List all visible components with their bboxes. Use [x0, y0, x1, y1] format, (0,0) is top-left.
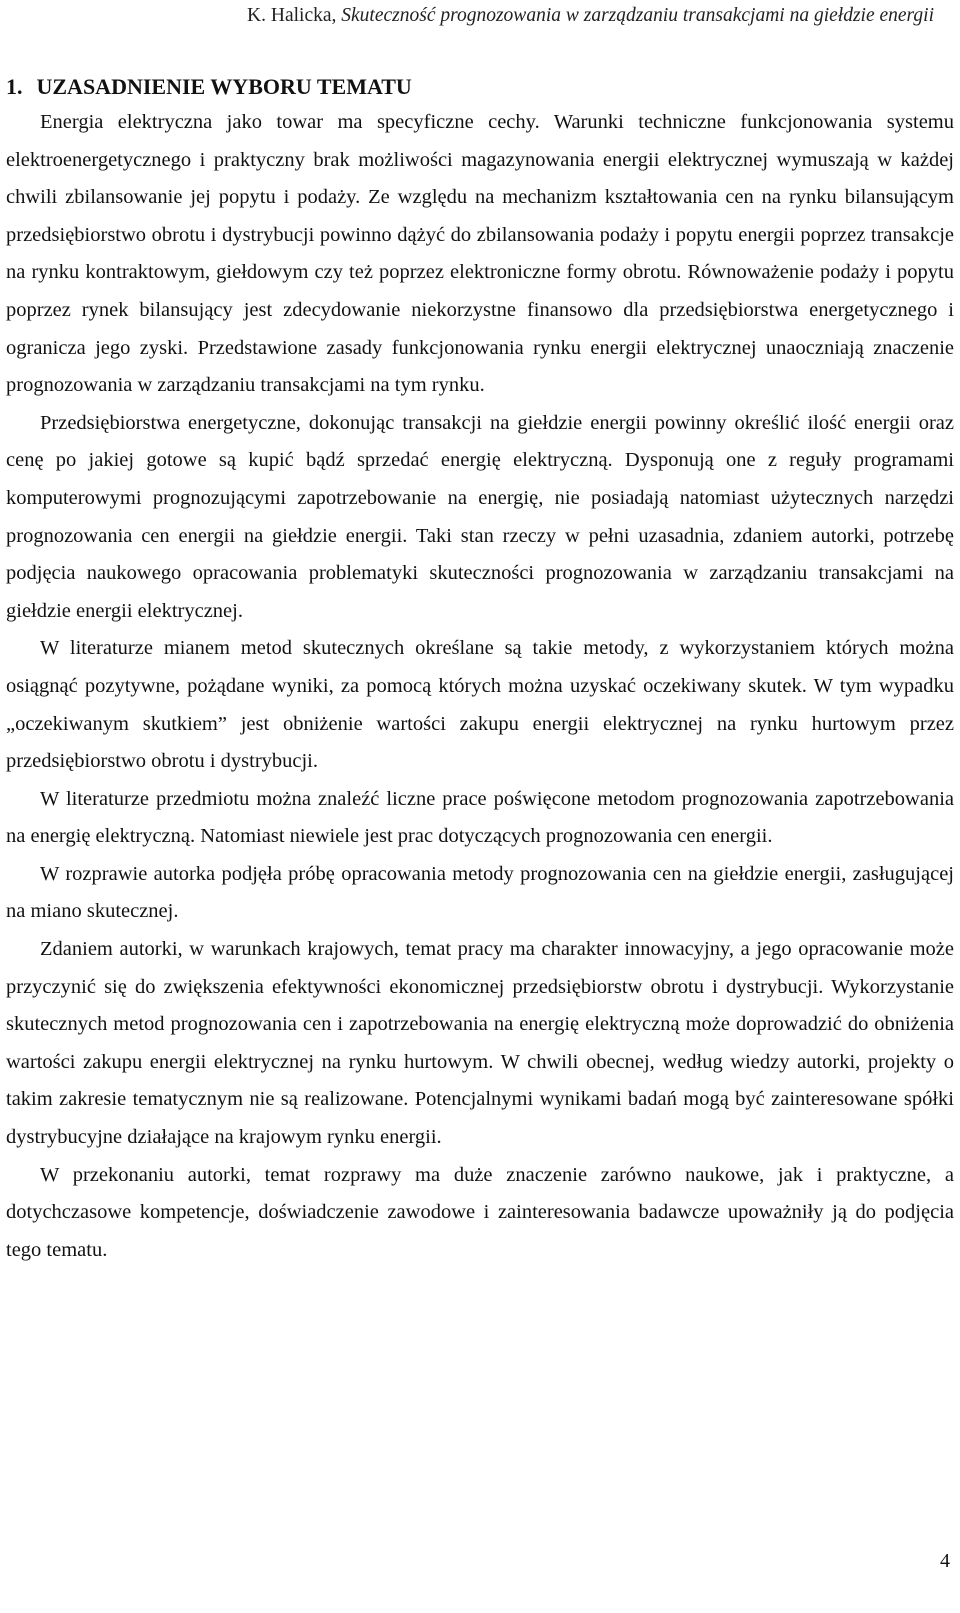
paragraph-7: W przekonaniu autorki, temat rozprawy ma duże znaczenie zarówno naukowe, jak i praktyczne, a dotychczasowe kompetencje, doświadczenie zawodowe i zainteresowania badawcze upoważniły ją do podjęcia tego tematu. [6, 1163, 954, 1261]
paragraph-5: W rozprawie autorka podjęła próbę opracowania metody prognozowania cen na giełdzie energii, zasługującej na miano skutecznej. [6, 862, 954, 923]
running-header [80, 4, 934, 28]
section-title: UZASADNIENIE WYBORU TEMATU [36, 74, 412, 99]
section-heading [6, 73, 412, 101]
paragraph-1: Energia elektryczna jako towar ma specyficzne cechy. Warunki techniczne funkcjonowania systemu elektroenergetycznego i praktyczny brak możliwości magazynowania energii elektrycznej wymuszają w każdej chwili zbilansowanie jej popytu i podaży. Ze względu na mechanizm kształtowania cen na rynku bilansującym przedsiębiorstwo obrotu i dystrybucji powinno dążyć do zbilansowania podaży i popytu energii poprzez transakcje na rynku kontraktowym, giełdowym czy też poprzez elektroniczne formy obrotu. Równoważenie podaży i popytu poprzez rynek bilansujący jest zdecydowanie niekorzystne finansowo dla przedsiębiorstwa energetycznego i ogranicza jego zyski. Przedstawione zasady funkcjonowania rynku energii elektrycznej unaoczniają znaczenie prognozowania w zarządzaniu transakcjami na tym rynku. [6, 111, 954, 397]
paragraph-2: Przedsiębiorstwa energetyczne, dokonując transakcji na giełdzie energii powinny określić ilość energii oraz cenę po jakiej gotowe są kupić bądź sprzedać energię elektryczną. Dysponują one z reguły programami komputerowymi prognozującymi zapotrzebowanie na energię, nie posiadają natomiast użytecznych narzędzi prognozowania cen energii na giełdzie energii. Taki stan rzeczy w pełni uzasadnia, zdaniem autorki, potrzebę podjęcia naukowego opracowania problematyki skuteczności prognozowania w zarządzaniu transakcjami na giełdzie energii elektrycznej. [6, 411, 954, 622]
section-number: 1. [6, 74, 23, 99]
header-title: Skuteczność prognozowania w zarządzaniu transakcjami na giełdzie energii [341, 5, 934, 26]
paragraph-4: W literaturze przedmiotu można znaleźć liczne prace poświęcone metodom prognozowania zapotrzebowania na energię elektryczną. Natomiast niewiele jest prac dotyczących prognozowania cen energii. [6, 787, 954, 848]
header-author: K. Halicka, [247, 5, 337, 26]
body-text [6, 104, 954, 1269]
paragraph-3: W literaturze mianem metod skutecznych określane są takie metody, z wykorzystaniem których można osiągnąć pozytywne, pożądane wyniki, za pomocą których można uzyskać oczekiwany skutek. W tym wypadku „oczekiwanym skutkiem” jest obniżenie wartości zakupu energii elektrycznej na rynku hurtowym przez przedsiębiorstwo obrotu i dystrybucji. [6, 637, 954, 773]
paragraph-6: Zdaniem autorki, w warunkach krajowych, temat pracy ma charakter innowacyjny, a jego opracowanie może przyczynić się do zwiększenia efektywności ekonomicznej przedsiębiorstw obrotu i dystrybucji. Wykorzystanie skutecznych metod prognozowania cen i zapotrzebowania na energię elektryczną może doprowadzić do obniżenia wartości zakupu energii elektrycznej na rynku hurtowym. W chwili obecnej, według wiedzy autorki, projekty o takim zakresie tematycznym nie są realizowane. Potencjalnymi wynikami badań mogą być zainteresowane spółki dystrybucyjne działające na krajowym rynku energii. [6, 938, 954, 1149]
page-number: 4 [940, 1550, 950, 1572]
